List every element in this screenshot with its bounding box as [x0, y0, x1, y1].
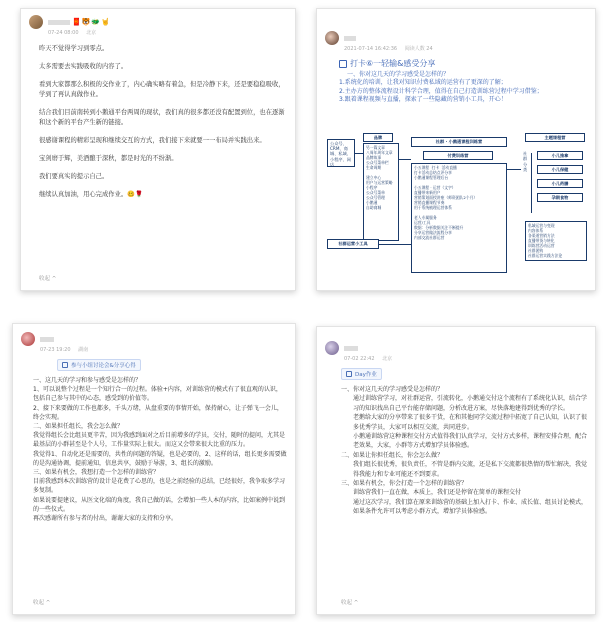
text-line: 二、如果让你担任组长，你会怎么做？	[341, 451, 444, 459]
avatar[interactable]	[21, 332, 35, 346]
post-meta	[317, 45, 595, 52]
post-body	[21, 36, 295, 200]
topic-tag[interactable]	[341, 368, 382, 380]
text-line: 三、如果有机会，我想打造一个怎样的训练营？	[33, 469, 160, 477]
mindmap-image[interactable]	[327, 129, 589, 279]
text-line: 如果说要提建议，从医文化端的角度，我自己做的话，会增加一些人本的内容，比如案例中说到的一些仪式。	[33, 496, 286, 513]
text-line: 2、接下来要做的工作也都多，千头万绪，从盘重要的事情开始，保持耐心，让子弹飞一会儿，终会实现。	[33, 404, 283, 421]
text-line: 我们组长很优秀，很负责任，不管是群内交流，还是私下交流都很热情的帮忙解决，我觉得我能力和专业可能还不到要求。	[353, 461, 588, 478]
post-card-1	[20, 8, 296, 291]
avatar[interactable]	[325, 31, 339, 45]
post-meta	[21, 29, 295, 36]
answer-line: 3.跟着课程视频与直播，探索了一些隐藏的营销小工具，开心！	[339, 96, 507, 104]
collapse-link[interactable]: 收起 ^	[39, 276, 57, 282]
text-line: 一、这几天的学习和参与感受是怎样的？	[33, 377, 142, 384]
post-location: 北京	[382, 356, 393, 362]
answer-line: 1.系统化的培训，让我对知识付费私域的运营有了更深的了解；	[339, 79, 507, 87]
text-line: 训练营我们一直在做，本质上，我们还是停留在简单的课程交付	[353, 489, 522, 497]
text-line: 一、你对这几天的学习感受是怎样的？	[341, 386, 444, 393]
paragraph: 结合我们目前南转到小鹅通平台两周的现状，我们真的很多都还没有配置到位，也在逐渐和这个新的平台产生新的链接。	[39, 109, 285, 126]
mm-right-box: 私域运营与变现 内容体系 各渠道营销方法 直播带货与转化 训练营活动运营 社群团购 社群运营实践方法论	[525, 221, 587, 261]
mm-right-item: 小儿推拿	[537, 151, 583, 160]
text-line: 我觉得组长会比组员更辛苦，因为我感到面对之后目前增多的学员，交付，随时的提问，尤其是最基层的小群甚至是个人号，工作量实际上很大。而这又会带来很大比重的压力。	[33, 432, 286, 449]
paragraph: 我们要真实的提示自己。	[39, 173, 109, 180]
text-line: 小鹅通训练营这种课程交付方式值得我们认真学习，交付方式多样，课程安排合理，配合老效果，大家，小群等方式增加学员体验感。	[353, 433, 588, 450]
text-line: 1、可以说整个过程是一个知行合一的过程。体验+内容，对训练营的模式有了很直观的认识，包括自己参与其中的心态，感受到的价值等。	[33, 386, 282, 403]
post-card-4	[316, 326, 596, 615]
topic-tag[interactable]	[57, 359, 141, 371]
question: 一、你对这几天的学习感受是怎样的？	[347, 71, 450, 78]
post-body	[13, 374, 295, 523]
mm-bottom-left: 社群运营小工具	[327, 239, 379, 249]
post-date: 07-23 19:20	[40, 347, 71, 353]
text-line: 目前我感到本次训练营的设计是花费了心思的，也是之前经验的总结，已经很好，我争取多学习多复制。	[33, 478, 286, 495]
emoji-badges: 🧧🐯🐲🤘	[72, 18, 111, 26]
paragraph: 太多需要去实践吸收的内容了。	[39, 63, 128, 70]
paragraph: 很感谢课程的精彩呈现和继续交互的方式，我们接下来就要一一布局并实践出来。	[39, 137, 266, 144]
mm-center-sub: 付费训练营	[423, 151, 493, 160]
calendar-icon	[339, 60, 347, 68]
mm-center-top: 社群 · 小鹅通课程训练营	[411, 137, 507, 147]
topic-tag-text: 参与小组讨论会&分享心得	[71, 363, 136, 369]
post-card-2	[316, 8, 596, 291]
paragraph: 宝剑磨于辉，美酒酿于深秋，都是时光的不纷渐。	[39, 155, 178, 162]
mm-brand: 品牌	[363, 133, 393, 142]
post-datetime: 2021-07-14 16:42:36	[344, 46, 398, 52]
text-line: 再次感谢所有参与者的付出，谢谢大家的支持和分享。	[33, 515, 178, 523]
paragraph: 继续认真加油，用心完成作业。🥴🌹	[39, 191, 143, 198]
text-line: 二、如果担任组长，我会怎么做？	[33, 423, 124, 431]
username[interactable]	[344, 36, 356, 41]
text-line: 三、如果有机会，你会打造一个怎样的训练营？	[341, 480, 468, 488]
avatar[interactable]	[325, 341, 339, 355]
post-location: 北京	[86, 30, 97, 36]
post-body	[317, 383, 595, 517]
mm-brand-items: 另一篇文章 八周年周年文章 品牌故事 公众号菜单栏 生命周期 建立中心 用户与运营策略 小程序 公众号菜单 公众号管理 小鹅通 自助商城	[363, 143, 399, 241]
post-location: 湖南	[78, 347, 89, 353]
answer-line: 2.主办方的整体流程设计科学合理，值得在自己打造训练营过程中学习借鉴；	[339, 87, 543, 95]
username[interactable]	[40, 337, 54, 342]
username[interactable]	[48, 20, 70, 25]
text-line: 我觉得1、自动化还是需要的，共性的问题的答疑，也是必要的，2、这样的话，组长更多需要做的是沟通协调，提前通知，信息共享，鼓励于导游，3、组长的激励。	[33, 450, 287, 467]
mm-right-label: 社群分类	[523, 151, 528, 173]
post-title	[317, 56, 595, 71]
mm-center-items: 小五课程 打卡 活动直播 打卡活动总结点评分享 小鹅通课程管理后台 小五课程 · 运营（文字） 直播带来新用户 营销策划面授讲座（师资团队2个月） 营销直播课程节奏 用于系统梳理运营体系 老人专属服务 运营/工具 数据：分析数据关注不断提升 分享运营做法流程分享 内部交流社群运营	[411, 163, 507, 273]
text-line: 通过这次学习，我们算在原来训练营的基础上加入打卡、作业、成长值、组员讨论模式，如果条件允许可以考虑小群方式，增加学员体验感。	[353, 498, 588, 516]
mm-right-item: 小儿保健	[537, 165, 583, 174]
post-meta	[317, 355, 595, 362]
post-title-text: 打卡⑥一轻输&感受分享	[350, 59, 436, 68]
mm-left-box: 公众号、CRM、商城、私域、小程序、网店	[327, 139, 355, 167]
post-date: 07-24 08:00	[48, 30, 79, 36]
topic-icon	[346, 371, 352, 377]
topic-tag-text: Day作业	[355, 372, 377, 378]
post-date: 07-02 22:42	[344, 356, 375, 362]
post-card-3	[12, 323, 296, 615]
collapse-link[interactable]: 收起 ^	[33, 600, 51, 606]
mm-right-item: 孕期食物	[537, 193, 583, 202]
username[interactable]	[344, 346, 358, 351]
topic-icon	[62, 362, 68, 368]
paragraph: 昨天不觉得学习到零点。	[39, 45, 109, 52]
post-meta	[13, 346, 295, 353]
view-count: 阅读人数 24	[404, 46, 433, 52]
paragraph: 看到大家都那么积极的交作业了，内心确实略有着急，但是冷静下来，还是要稳稳吸收，学到了再认真做作业。	[39, 81, 285, 98]
mm-right-top: 主题课程营	[525, 133, 585, 142]
collapse-link[interactable]: 收起 ^	[341, 600, 359, 606]
avatar[interactable]	[29, 15, 43, 29]
text-line: 通过训练营学习，对社群运营，引流转化，小鹅通交付这个流程有了系统化认识，结合学习的知识找出自己平台能存储问题，分析改进方案，尽快落地建得到优秀的学长。	[353, 395, 588, 412]
mm-right-item: 小儿药膳	[537, 179, 583, 188]
text-line: 老鹅给大家的分享带来了很多干货，在和其他同学交流过程中拓宽了自己认知，认识了很多优秀学员，大家可以相互交流，共同进步。	[353, 414, 588, 431]
